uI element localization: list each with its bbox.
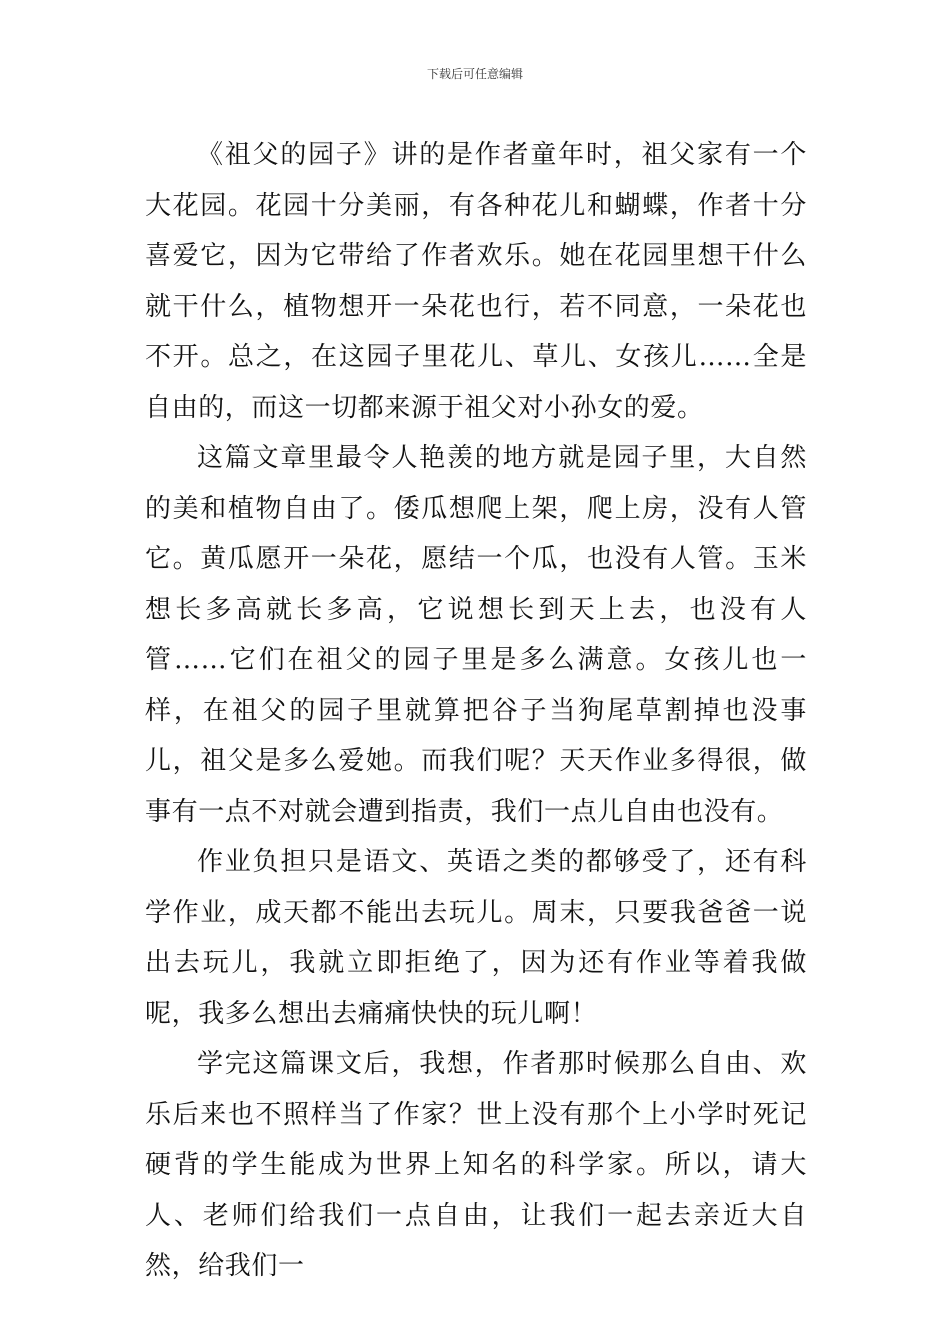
paragraph-1: 《祖父的园子》讲的是作者童年时，祖父家有一个大花园。花园十分美丽，有各种花儿和蝴蝶，作者十分喜爱它，因为它带给了作者欢乐。她在花园里想干什么就干什么，植物想开一朵花也行，若不同意，一朵花也不开。总之，在这园子里花儿、草儿、女孩儿……全是自由的，而这一切都来源于祖父对小孙女的爱。 [145,140,807,423]
page-header: 下载后可任意编辑 [426,67,523,81]
paragraph-3: 作业负担只是语文、英语之类的都够受了，还有科学作业，成天都不能出去玩儿。周末，只要我爸爸一说出去玩儿，我就立即拒绝了，因为还有作业等着我做呢，我多么想出去痛痛快快的玩儿啊！ [145,847,807,1029]
paragraph-2: 这篇文章里最令人艳羡的地方就是园子里，大自然的美和植物自由了。倭瓜想爬上架，爬上房，没有人管它。黄瓜愿开一朵花，愿结一个瓜，也没有人管。玉米想长多高就长多高，它说想长到天上去，也没有人管……它们在祖父的园子里是多么满意。女孩儿也一样，在祖父的园子里就算把谷子当狗尾草割掉也没事儿，祖父是多么爱她。而我们呢？天天作业多得很，做事有一点不对就会遭到指责，我们一点儿自由也没有。 [145,443,807,827]
essay-body [145,130,807,1292]
paragraph-4: 学完这篇课文后，我想，作者那时候那么自由、欢乐后来也不照样当了作家？世上没有那个上小学时死记硬背的学生能成为世界上知名的科学家。所以，请大人、老师们给我们一点自由，让我们一起去亲近大自然，给我们一 [145,1049,807,1281]
